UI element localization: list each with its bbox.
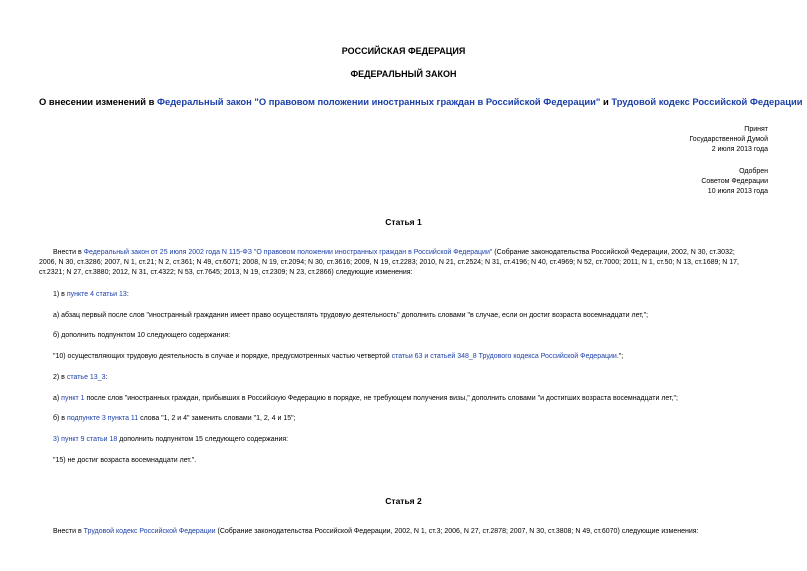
adopted-line: Принят — [744, 126, 768, 133]
item-2a: а) пункт 1 после слов "иностранных граждан, прибывших в Российскую Федерацию в порядке, не требующем получения визы," дополнить словами "и достигших возраста восемнадцати лет,"; — [53, 395, 678, 402]
approved-line: Советом Федерации — [701, 178, 768, 185]
link-item-2b[interactable]: подпункте 3 пункта 11 — [66, 415, 139, 422]
item-3-quote: "15) не достиг возраста восемнадцати лет.". — [53, 457, 197, 464]
item-2: 2) в статье 13_3: — [53, 374, 108, 381]
item-1a: а) абзац первый после слов "иностранный гражданин имеет право осуществлять трудовую деятельность" дополнить словами "в случае, если он достиг возраста восемнадцати лет,"; — [53, 312, 649, 319]
article-2-intro: Внести в Трудовой кодекс Российской Федерации (Собрание законодательства Российской Федерации, 2002, N 1, ст.3; 2006, N 27, ст.2878; 2007, N 30, ст.3808; N 49, ст.6070) следующие изменения: — [53, 528, 699, 535]
item-1b: б) дополнить подпунктом 10 следующего содержания: — [53, 332, 231, 339]
title-middle: и — [600, 96, 612, 107]
link-item-2a[interactable]: пункт 1 — [61, 395, 85, 402]
item-1b-quote: "10) осуществляющих трудовую деятельность в случае и порядке, предусмотренных частью четвертой статьи 63 и статьей 348_8 Трудового кодекса Российской Федерации."; — [53, 353, 624, 360]
article-1-intro-line: 2006, N 30, ст.3286; 2007, N 1, ст.21; N 2, ст.361; N 49, ст.6071; 2008, N 19, ст.2094; N 30, ст.3616; 2009, N 19, ст.2283; 2010, N 21, ст.2524; N 31, ст.4196; N 40, ст.4969; N 52, ст.7000; 2011, N 1, ст.50; N 13, ст.1689; N 17, — [39, 259, 740, 266]
link-item-2[interactable]: статье 13_3 — [66, 374, 106, 381]
title-link-foreign-citizens-law[interactable]: Федеральный закон "О правовом положении иностранных граждан в Российской Федерации" — [157, 96, 601, 107]
adopted-block — [689, 125, 768, 155]
link-item-3[interactable]: 3) пункт 9 статьи 18 — [53, 436, 118, 443]
item-3: 3) пункт 9 статьи 18 дополнить подпунктом 15 следующего содержания: — [53, 436, 289, 443]
doc-type-heading: ФЕДЕРАЛЬНЫЙ ЗАКОН — [350, 69, 457, 79]
approved-line: Одобрен — [739, 168, 768, 175]
item-2b: б) в подпункте 3 пункта 11 слова "1, 2 и 4" заменить словами "1, 2, 4 и 15"; — [53, 415, 296, 422]
title-prefix: О внесении изменений в — [39, 96, 158, 107]
article-1-intro-line: ст.2321; N 27, ст.3880; 2012, N 31, ст.4322; N 53, ст.7645; 2013, N 19, ст.2309; N 23, ст.2866) следующие изменения: — [39, 269, 413, 276]
adopted-line: 2 июля 2013 года — [711, 146, 768, 153]
article-1-intro-line: Внести в Федеральный закон от 25 июля 2002 года N 115-ФЗ "О правовом положении иностранных граждан в Российской Федерации" (Собрание законодательства Российской Федерации, 2002, N 30, ст.3032; — [53, 249, 735, 256]
article-1-heading: Статья 1 — [385, 217, 422, 227]
article-2-heading: Статья 2 — [385, 496, 422, 506]
country-heading: РОССИЙСКАЯ ФЕДЕРАЦИЯ — [341, 46, 466, 56]
law-title — [39, 96, 802, 107]
adopted-line: Государственной Думой — [689, 136, 768, 143]
approved-block — [701, 167, 768, 197]
link-item-1[interactable]: пункте 4 статьи 13 — [66, 291, 127, 298]
title-link-labor-code[interactable]: Трудовой кодекс Российской Федерации — [611, 96, 803, 107]
approved-line: 10 июля 2013 года — [707, 188, 768, 195]
link-law-115fz[interactable]: Федеральный закон от 25 июля 2002 года N 115-ФЗ "О правовом положении иностранных граждан в Российской Федерации" — [83, 249, 493, 256]
link-article-63[interactable]: статьи 63 и статьей 348_8 Трудового кодекса Российской Федерации — [391, 353, 617, 360]
link-labor-code[interactable]: Трудовой кодекс Российской Федерации — [83, 528, 216, 535]
item-1: 1) в пункте 4 статьи 13: — [53, 291, 129, 298]
